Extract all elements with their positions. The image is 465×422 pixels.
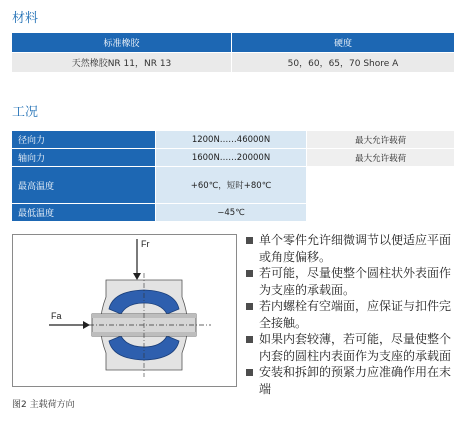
load-direction-figure — [12, 234, 237, 387]
list-item-text: 若可能，尽量使整个圆柱状外表面作为支座的承载面。 — [259, 266, 452, 297]
table-row — [12, 131, 454, 149]
row-note-min-temp — [307, 204, 454, 221]
list-item — [245, 265, 460, 298]
list-item — [245, 232, 460, 265]
cell-hardness-values: 50，60，65，70 Shore A — [287, 59, 399, 69]
row-label-radial: 径向力 — [12, 131, 156, 148]
conditions-title: 工况 — [12, 105, 39, 120]
row-value-min-temp: −45℃ — [156, 204, 308, 221]
list-item-text: 如果内套较薄，若可能，尽量使整个内套的圆柱内表面作为支座的承载面 — [259, 332, 452, 363]
materials-table — [12, 33, 454, 72]
header-cell-hardness: 硬度 — [333, 39, 352, 49]
bullet-square-icon — [246, 369, 253, 376]
table-row — [12, 204, 454, 222]
fa-label: Fa — [51, 311, 62, 321]
row-label-max-temp: 最高温度 — [12, 167, 156, 203]
list-item — [245, 331, 460, 364]
cell-rubber-type: 天然橡胶NR 11，NR 13 — [12, 53, 232, 72]
table-row — [12, 149, 454, 167]
list-item-text: 若内螺栓有空端面，应保证与扣件完全接触。 — [259, 299, 452, 330]
materials-header-row — [12, 33, 454, 52]
header-cell-rubber: 标准橡胶 — [12, 33, 232, 52]
list-item — [245, 364, 460, 397]
row-note-radial: 最大允许载荷 — [307, 131, 454, 148]
list-item-text: 安装和拆卸的预紧力应准确作用在末端 — [259, 365, 452, 396]
bullet-square-icon — [246, 303, 253, 310]
row-value-radial: 1200N……46000N — [156, 131, 308, 148]
row-label-axial: 轴向力 — [12, 149, 156, 166]
bearing-cross-section-diagram — [13, 235, 236, 386]
figure-caption: 图2 主载荷方向 — [12, 400, 75, 410]
materials-title: 材料 — [12, 11, 39, 26]
list-item-text: 单个零件允许细微调节以便适应平面或角度偏移。 — [259, 233, 452, 264]
materials-data-row — [12, 52, 454, 72]
row-label-min-temp: 最低温度 — [12, 204, 156, 221]
bullet-square-icon — [246, 336, 253, 343]
row-value-axial: 1600N……20000N — [156, 149, 308, 166]
table-row — [12, 167, 454, 204]
guideline-list — [245, 232, 460, 397]
fr-label: Fr — [141, 239, 150, 249]
bullet-square-icon — [246, 237, 253, 244]
row-value-max-temp: +60℃，短时+80℃ — [156, 167, 308, 203]
row-note-max-temp — [307, 167, 454, 203]
list-item — [245, 298, 460, 331]
row-note-axial: 最大允许载荷 — [307, 149, 454, 166]
bullet-square-icon — [246, 270, 253, 277]
conditions-table — [12, 131, 454, 222]
